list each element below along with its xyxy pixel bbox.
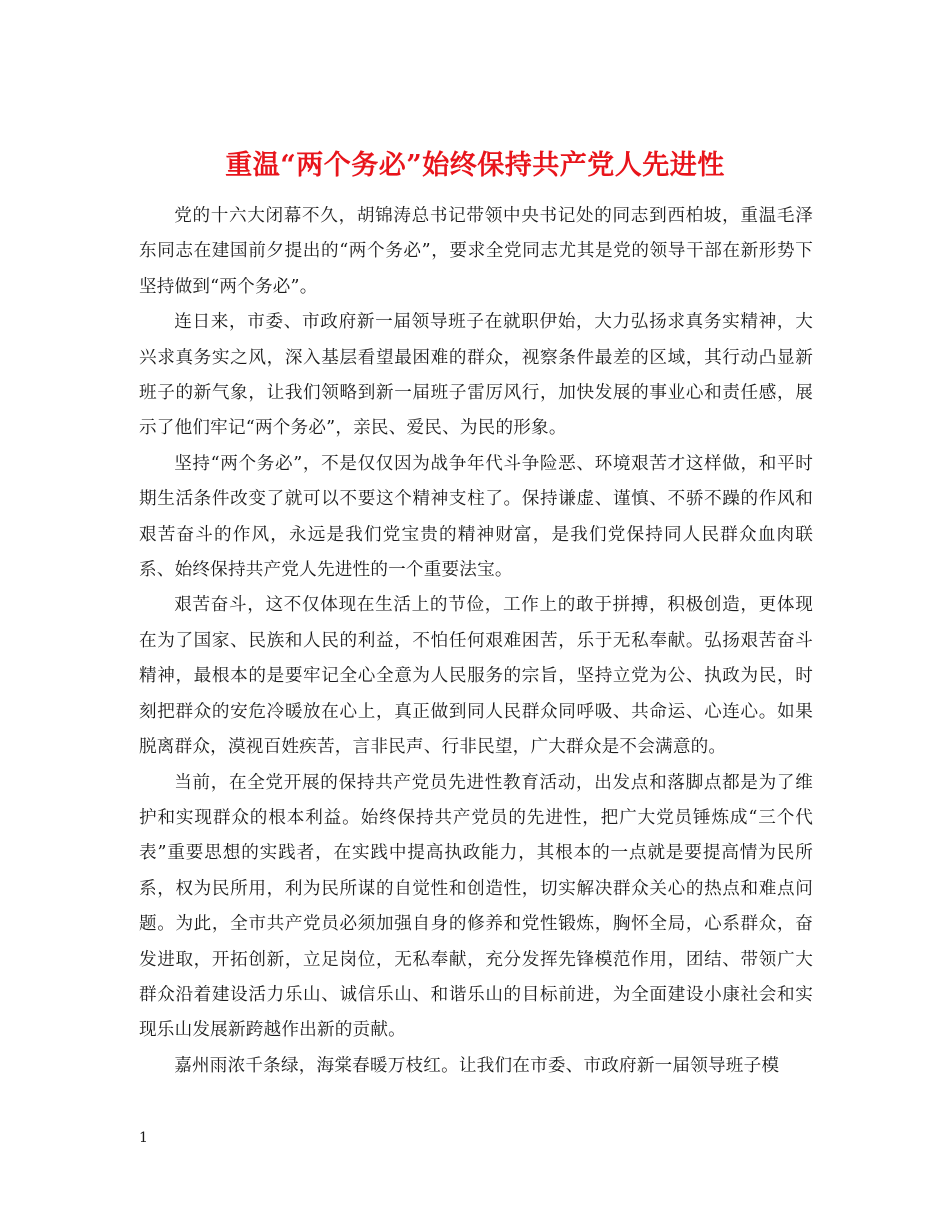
document-body [139, 199, 813, 1084]
page-number: 1 [139, 1130, 148, 1146]
paragraph-1: 党的十六大闭幕不久，胡锦涛总书记带领中央书记处的同志到西柏坡，重温毛泽东同志在建国前夕提出的“两个务必”，要求全党同志尤其是党的领导干部在新形势下坚持做到“两个务必”。 [139, 206, 813, 297]
paragraph-2: 连日来，市委、市政府新一届领导班子在就职伊始，大力弘扬求真务实精神，大兴求真务实之风，深入基层看望最困难的群众，视察条件最差的区域，其行动凸显新班子的新气象，让我们领略到新一届班子雷厉风行，加快发展的事业心和责任感，展示了他们牢记“两个务必”，亲民、爱民、为民的形象。 [139, 312, 813, 439]
paragraph-6: 嘉州雨浓千条绿，海棠春暖万枝红。让我们在市委、市政府新一届领导班子模 [174, 1055, 780, 1076]
paragraph-4: 艰苦奋斗，这不仅体现在生活上的节俭，工作上的敢于拼搏，积极创造，更体现在为了国家、民族和人民的利益，不怕任何艰难困苦，乐于无私奉献。弘扬艰苦奋斗精神，最根本的是要牢记全心全意为人民服务的宗旨，坚持立党为公、执政为民，时刻把群众的安危冷暖放在心上，真正做到同人民群众同呼吸、共命运、心连心。如果脱离群众，漠视百姓疾苦，言非民声、行非民望，广大群众是不会满意的。 [139, 595, 813, 758]
paragraph-5: 当前，在全党开展的保持共产党员先进性教育活动，出发点和落脚点都是为了维护和实现群众的根本利益。始终保持共产党员的先进性，把广大党员锤炼成“三个代表”重要思想的实践者，在实践中提高执政能力，其根本的一点就是要提高情为民所系，权为民所用，利为民所谋的自觉性和创造性，切实解决群众关心的热点和难点问题。为此，全市共产党员必须加强自身的修养和党性锻炼，胸怀全局，心系群众，奋发进取，开拓创新，立足岗位，无私奉献，充分发挥先锋模范作用，团结、带领广大群众沿着建设活力乐山、诚信乐山、和谐乐山的目标前进，为全面建设小康社会和实现乐山发展新跨越作出新的贡献。 [139, 772, 813, 1041]
document-title: 重温“两个务必”始终保持共产党人先进性 [225, 150, 725, 182]
paragraph-3: 坚持“两个务必”，不是仅仅因为战争年代斗争险恶、环境艰苦才这样做，和平时期生活条件改变了就可以不要这个精神支柱了。保持谦虚、谨慎、不骄不躁的作风和艰苦奋斗的作风，永远是我们党宝贵的精神财富，是我们党保持同人民群众血肉联系、始终保持共产党人先进性的一个重要法宝。 [139, 453, 813, 581]
